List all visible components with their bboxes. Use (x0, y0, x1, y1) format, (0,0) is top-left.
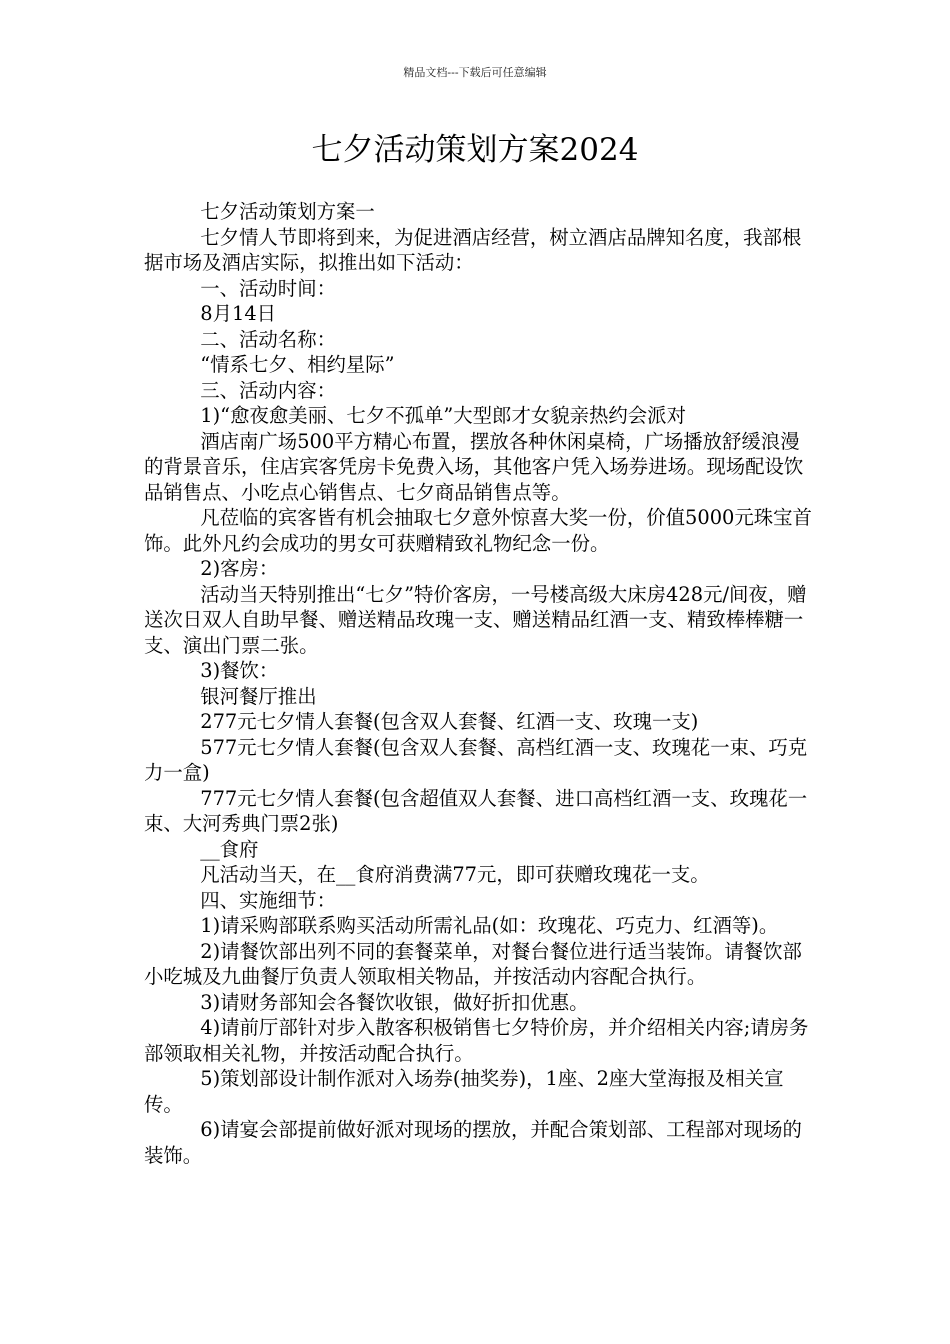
body-paragraph: 777元七夕情人套餐(包含超值双人套餐、进口高档红酒一支、玫瑰花一束、大河秀典门票2张) (144, 786, 808, 835)
body-paragraph: 6)请宴会部提前做好派对现场的摆放，并配合策划部、工程部对现场的装饰。 (144, 1118, 802, 1167)
body-paragraph: 七夕活动策划方案一 (200, 200, 375, 223)
body-paragraph: 1)请采购部联系购买活动所需礼品(如：玫瑰花、巧克力、红酒等)。 (200, 914, 779, 937)
body-paragraph: 一、活动时间： (200, 276, 336, 300)
body-paragraph: 1)“愈夜愈美丽、七夕不孤单”大型郎才女貌亲热约会派对 (200, 404, 686, 427)
body-paragraph: 3)餐饮： (200, 659, 279, 682)
body-paragraph: 5)策划部设计制作派对入场券(抽奖券)，1座、2座大堂海报及相关宣传。 (144, 1067, 784, 1116)
body-paragraph: 凡莅临的宾客皆有机会抽取七夕意外惊喜大奖一份，价值5000元珠宝首饰。此外凡约会成功的男女可获赠精致礼物纪念一份。 (144, 506, 812, 555)
body-paragraph: 2)客房： (200, 557, 279, 580)
body-paragraph: 577元七夕情人套餐(包含双人套餐、高档红酒一支、玫瑰花一束、巧克力一盒) (144, 735, 808, 784)
body-paragraph: 凡活动当天，在__食府消费满77元，即可获赠玫瑰花一支。 (200, 863, 710, 886)
body-paragraph: 七夕情人节即将到来，为促进酒店经营，树立酒店品牌知名度，我部根据市场及酒店实际，拟推出如下活动： (144, 225, 802, 274)
body-paragraph: 三、活动内容： (200, 378, 336, 402)
body-paragraph: 二、活动名称： (200, 327, 336, 351)
document-title: 七夕活动策划方案2024 (311, 132, 639, 168)
body-paragraph: 银河餐厅推出 (200, 684, 317, 708)
body-paragraph: “情系七夕、相约星际” (200, 353, 395, 376)
body-paragraph: 277元七夕情人套餐(包含双人套餐、红酒一支、玫瑰一支) (200, 710, 699, 733)
body-paragraph: 3)请财务部知会各餐饮收银，做好折扣优惠。 (200, 990, 589, 1014)
body-paragraph: 2)请餐饮部出列不同的套餐菜单，对餐台餐位进行适当装饰。请餐饮部小吃城及九曲餐厅负责人领取相关物品，并按活动内容配合执行。 (144, 939, 802, 988)
header-note: 精品文档---下载后可任意编辑 (403, 66, 547, 79)
body-paragraph: 活动当天特别推出“七夕”特价客房，一号楼高级大床房428元/间夜，赠送次日双人自助早餐、赠送精品玫瑰一支、赠送精品红酒一支、精致棒棒糖一支、演出门票二张。 (144, 582, 807, 657)
body-paragraph: 4)请前厅部针对步入散客积极销售七夕特价房，并介绍相关内容;请房务部领取相关礼物，并按活动配合执行。 (144, 1016, 809, 1065)
body-paragraph: 8月14日 (200, 302, 277, 325)
body-paragraph: 四、实施细节： (200, 888, 336, 912)
body-paragraph: 酒店南广场500平方精心布置，摆放各种休闲桌椅，广场播放舒缓浪漫的背景音乐，住店宾客凭房卡免费入场，其他客户凭入场券进场。现场配设饮品销售点、小吃点心销售点、七夕商品销售点等。 (144, 429, 804, 504)
document-body (144, 199, 816, 1168)
body-paragraph: __食府 (200, 837, 259, 861)
